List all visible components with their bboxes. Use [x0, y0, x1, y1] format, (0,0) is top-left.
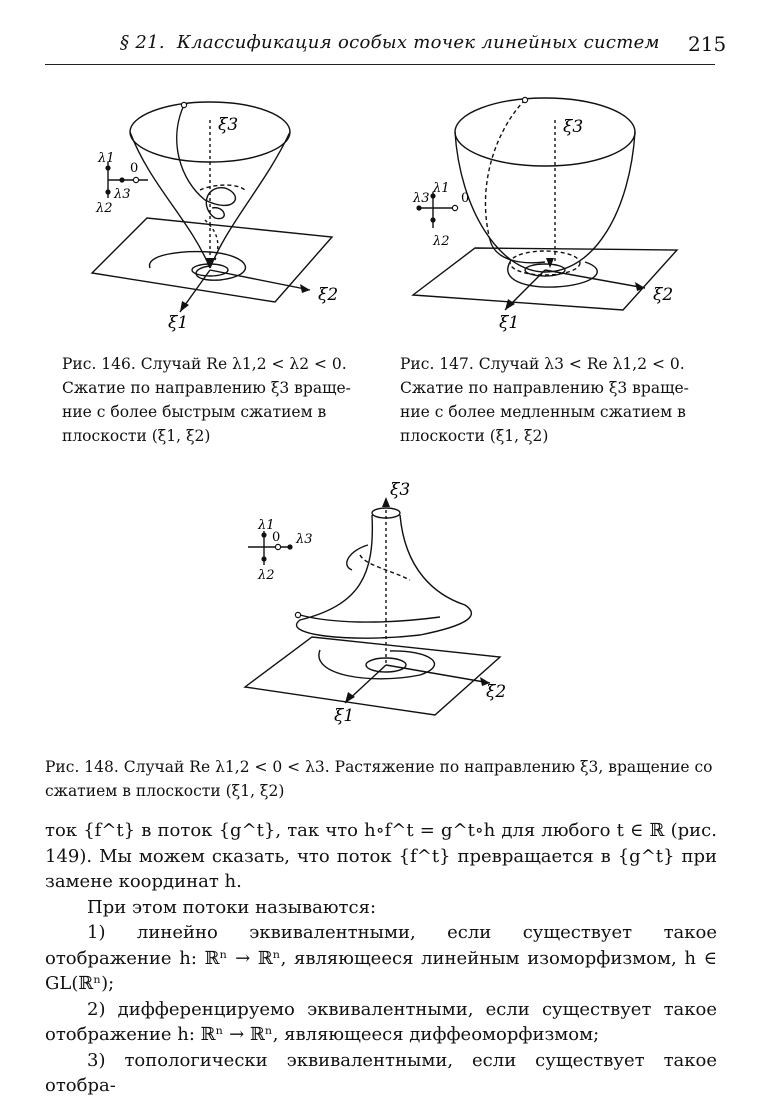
label-xi1: ξ1: [334, 706, 355, 726]
list-item: 3) топологически эквивалентными, если существует такое отобра-: [45, 1049, 717, 1096]
label-lambda1: λ1: [98, 151, 115, 166]
running-title: § 21. Классификация особых точек линейных систем: [120, 32, 660, 53]
figure-146: [60, 90, 380, 340]
running-header: [0, 28, 766, 64]
label-xi2: ξ2: [318, 285, 339, 305]
paragraph: ток {f^t} в поток {g^t}, так что h∘f^t = g^t∘h для любого t ∈ ℝ (рис. 149). Мы можем сказать, что поток {f^t} превращается в {g^t} при замене координат h.: [45, 820, 717, 892]
label-xi2: ξ2: [486, 682, 507, 702]
label-lambda3: λ3: [413, 191, 430, 206]
label-lambda2: λ2: [258, 568, 275, 583]
label-xi3: ξ3: [390, 480, 411, 500]
label-zero: 0: [272, 530, 281, 545]
caption-146: Рис. 146. Случай Re λ1,2 < λ2 < 0. Сжатие по направлению ξ3 враще-ние с более быстрым сжатием в плоскости (ξ1, ξ2): [62, 355, 351, 445]
caption-148: Рис. 148. Случай Re λ1,2 < 0 < λ3. Растяжение по направлению ξ3, вращение со сжатием в плоскости (ξ1, ξ2): [45, 758, 713, 800]
label-xi3: ξ3: [218, 115, 239, 135]
figure-148: [240, 475, 540, 730]
paragraph: При этом потоки называются:: [87, 896, 377, 918]
label-lambda2: λ2: [433, 234, 450, 249]
label-xi3: ξ3: [563, 117, 584, 137]
list-item: 1) линейно эквивалентными, если существует такое отображение h: ℝⁿ → ℝⁿ, являющееся линейным изоморфизмом, h ∈ GL(ℝⁿ);: [45, 922, 717, 994]
label-xi1: ξ1: [499, 313, 520, 333]
list-item: 2) дифференцируемо эквивалентными, если существует такое отображение h: ℝⁿ → ℝⁿ, являющееся диффеоморфизмом;: [45, 998, 717, 1045]
body-text: [45, 818, 717, 1099]
header-rule: [45, 64, 715, 65]
caption-147: Рис. 147. Случай λ3 < Re λ1,2 < 0. Сжатие по направлению ξ3 враще-ние с более медленным сжатием в плоскости (ξ1, ξ2): [400, 355, 689, 445]
label-lambda1: λ1: [258, 518, 275, 533]
label-lambda3: λ3: [296, 532, 313, 547]
label-xi1: ξ1: [168, 313, 189, 333]
label-lambda1: λ1: [433, 181, 450, 196]
label-xi2: ξ2: [653, 285, 674, 305]
label-lambda2: λ2: [96, 201, 113, 216]
label-lambda3: λ3: [114, 187, 131, 202]
label-zero: 0: [130, 161, 139, 176]
figure-147: [405, 90, 725, 340]
label-zero: 0: [461, 191, 470, 206]
page-number: 215: [688, 32, 727, 56]
